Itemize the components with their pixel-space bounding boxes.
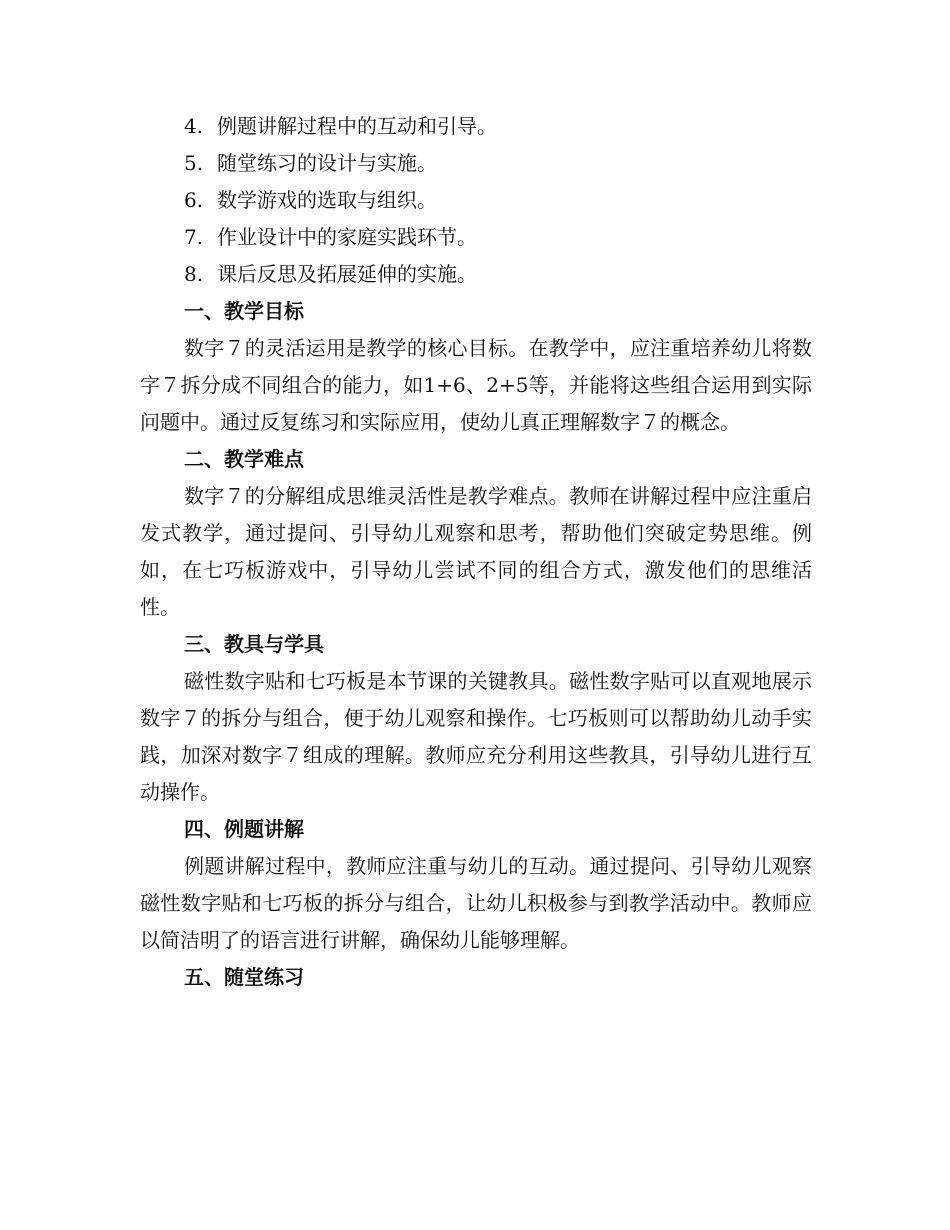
section-heading-practice: 五、随堂练习 — [184, 965, 304, 989]
section-body-difficulties: 数字７的分解组成思维灵活性是教学难点。教师在讲解过程中应注重启发式教学，通过提问、引导幼儿观察和思考，帮助他们突破定势思维。例如，在七巧板游戏中，引导幼儿尝试不同的组合方式，激发他们的思维活性。 — [140, 484, 812, 619]
list-text: 例题讲解过程中的互动和引导。 — [217, 114, 497, 138]
document-page — [140, 108, 812, 996]
list-item — [140, 108, 812, 145]
section-heading-teaching-aids: 三、教具与学具 — [184, 632, 324, 656]
list-number: 8. — [184, 262, 204, 286]
list-item — [140, 256, 812, 293]
section-body-example: 例题讲解过程中，教师应注重与幼儿的互动。通过提问、引导幼儿观察磁性数字贴和七巧板的拆分与组合，让幼儿积极参与到教学活动中。教师应以简洁明了的语言进行讲解，确保幼儿能够理解。 — [140, 854, 812, 952]
list-number: 7. — [184, 225, 204, 249]
section-heading-example: 四、例题讲解 — [184, 817, 304, 841]
section-heading-objectives: 一、教学目标 — [184, 299, 304, 323]
list-number: 4. — [184, 114, 204, 138]
list-text: 随堂练习的设计与实施。 — [217, 151, 437, 175]
section-heading-difficulties: 二、教学难点 — [184, 447, 304, 471]
list-text: 数学游戏的选取与组织。 — [217, 188, 437, 212]
list-number: 5. — [184, 151, 204, 175]
list-text: 课后反思及拓展延伸的实施。 — [217, 262, 477, 286]
list-item — [140, 219, 812, 256]
list-text: 作业设计中的家庭实践环节。 — [217, 225, 477, 249]
section-body-teaching-aids: 磁性数字贴和七巧板是本节课的关键教具。磁性数字贴可以直观地展示数字７的拆分与组合，便于幼儿观察和操作。七巧板则可以帮助幼儿动手实践，加深对数字７组成的理解。教师应充分利用这些教具，引导幼儿进行互动操作。 — [140, 669, 812, 804]
list-number: 6. — [184, 188, 204, 212]
list-item — [140, 145, 812, 182]
section-body-objectives: 数字７的灵活运用是教学的核心目标。在教学中，应注重培养幼儿将数字７拆分成不同组合的能力，如1+6、2+5等，并能将这些组合运用到实际问题中。通过反复练习和实际应用，使幼儿真正理解数字７的概念。 — [140, 336, 812, 434]
list-item — [140, 182, 812, 219]
